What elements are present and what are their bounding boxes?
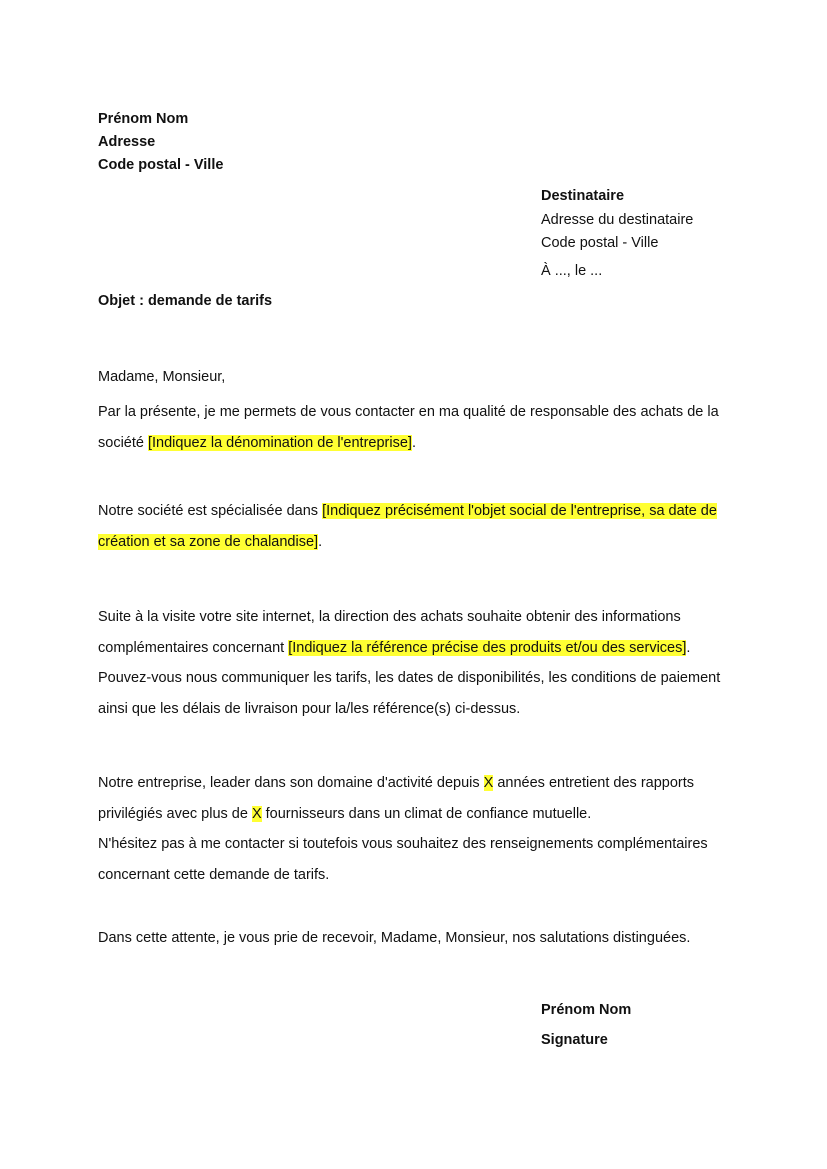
paragraph-3-end: . — [686, 639, 691, 656]
subject-line: Objet : demande de tarifs — [98, 293, 273, 309]
paragraph-1 — [98, 397, 734, 459]
sender-address: Adresse — [98, 134, 156, 150]
paragraph-4 — [98, 768, 734, 890]
years-placeholder: X — [483, 775, 494, 791]
recipient-address: Adresse du destinataire — [541, 211, 694, 228]
suppliers-placeholder: X — [251, 805, 262, 822]
paragraph-2-end: . — [318, 534, 323, 550]
date-line: À ..., le ... — [541, 263, 603, 279]
recipient-label: Destinataire — [541, 188, 625, 204]
sender-block — [98, 108, 223, 177]
paragraph-4-contact: N'hésitez pas à me contacter si toutefois vous souhaitez des renseignements complémentaires concernant cette demande de tarifs. — [98, 836, 708, 883]
paragraph-4-part3: fournisseurs dans un climat de confiance mutuelle. — [261, 805, 592, 822]
paragraph-2-text: Notre société est spécialisée dans — [98, 503, 323, 519]
paragraph-4-part1: Notre entreprise, leader dans son domaine d'activité depuis — [98, 775, 484, 791]
greeting: Madame, Monsieur, — [98, 369, 226, 385]
closing-line: Dans cette attente, je vous prie de recevoir, Madame, Monsieur, nos salutations distinguées. — [98, 930, 691, 946]
recipient-block — [541, 185, 693, 256]
paragraph-3-text: Suite à la visite votre site internet, la direction des achats souhaite obtenir des informations complémentaires concernant — [98, 609, 681, 656]
recipient-city: Code postal - Ville — [541, 235, 659, 251]
signature-label: Signature — [541, 1032, 608, 1048]
paragraph-4-part2: années entretient des rapports privilégiés avec plus de — [98, 775, 695, 822]
sender-name: Prénom Nom — [98, 111, 189, 127]
signature-name: Prénom Nom — [541, 1002, 632, 1018]
paragraph-3 — [98, 602, 734, 724]
paragraph-1-end: . — [411, 435, 416, 451]
sender-city: Code postal - Ville — [98, 157, 224, 173]
signature-block — [541, 995, 631, 1055]
company-name-placeholder: [Indiquez la dénomination de l'entreprise] — [147, 435, 412, 451]
paragraph-3-request: Pouvez-vous nous communiquer les tarifs, les dates de disponibilités, les conditions de paiement ainsi que les délais de livraison pour la/les référence(s) ci-dessus. — [98, 670, 721, 717]
paragraph-2 — [98, 496, 734, 558]
product-reference-placeholder: [Indiquez la référence précise des produits et/ou des services] — [288, 639, 687, 656]
company-purpose-placeholder: [Indiquez précisément l'objet social de l'entreprise, sa date de création et sa zone de chalandise] — [98, 503, 717, 550]
paragraph-1-text: Par la présente, je me permets de vous contacter en ma qualité de responsable des achats de la société — [98, 404, 719, 451]
